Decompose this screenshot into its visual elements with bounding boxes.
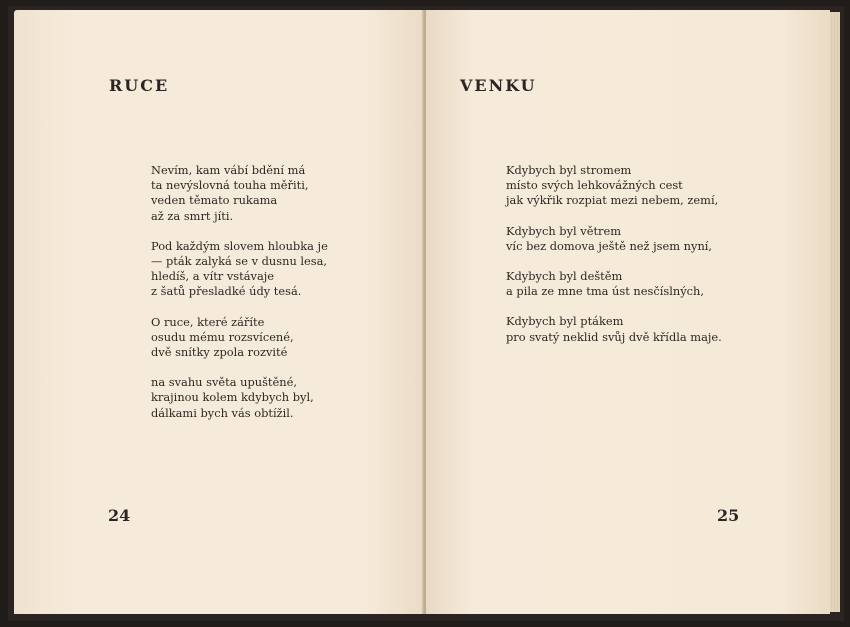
poem-line: dvě snítky zpola rozvité [151,345,288,360]
poem-line: Kdybych byl deštěm [506,269,623,284]
poem-line: dálkami bych vás obtížil. [151,405,294,420]
poem-line: jak výkřik rozpiat mezi nebem, zemí, [506,193,719,208]
stanza [151,239,328,300]
poem-line: víc bez domova ještě než jsem nyní, [506,238,713,253]
left-page [14,10,424,614]
poem-line: krajinou kolem kdybych byl, [151,390,314,405]
poem-line: hledíš, a vítr vstávaje [151,269,275,284]
stanza [506,163,722,209]
page-edges [830,12,840,612]
poem-line: Nevím, kam vábí bdění má [151,163,306,177]
poem-body-left [151,163,328,436]
stanza [506,314,722,344]
stanza [506,269,722,299]
poem-line: Kdybych byl stromem [506,163,632,177]
poem-line: veden těmato rukama [151,193,278,208]
poem-line: osudu mému rozsvícené, [151,329,294,344]
poem-line: Kdybych byl větrem [506,223,622,238]
poem-line: na svahu světa upuštěné, [151,375,297,390]
poem-line: z šatů přesladké údy tesá. [151,284,302,299]
poem-line: až za smrt jíti. [151,208,234,223]
right-page [426,10,830,614]
stanza [151,163,328,224]
poem-line: Kdybych byl ptákem [506,314,624,329]
poem-line: a pila ze mne tma úst nesčíslných, [506,284,704,299]
poem-line: — pták zalyká se v dusnu lesa, [151,254,328,269]
poem-line: Pod každým slovem hloubka je [151,238,328,253]
open-book [8,6,844,621]
poem-title-right: VENKU [460,76,537,95]
poem-line: místo svých lehkovážných cest [506,178,683,193]
poem-line: O ruce, které záříte [151,314,265,329]
stanza [151,315,328,361]
stanza [151,375,328,421]
poem-line: pro svatý neklid svůj dvě křídla maje. [506,329,722,344]
poem-line: ta nevýslovná touha měřiti, [151,178,309,193]
page-number-left: 24 [108,506,131,525]
poem-title-left: RUCE [109,76,170,95]
poem-body-right [506,163,722,360]
page-number-right: 25 [717,506,740,525]
stanza [506,224,722,254]
